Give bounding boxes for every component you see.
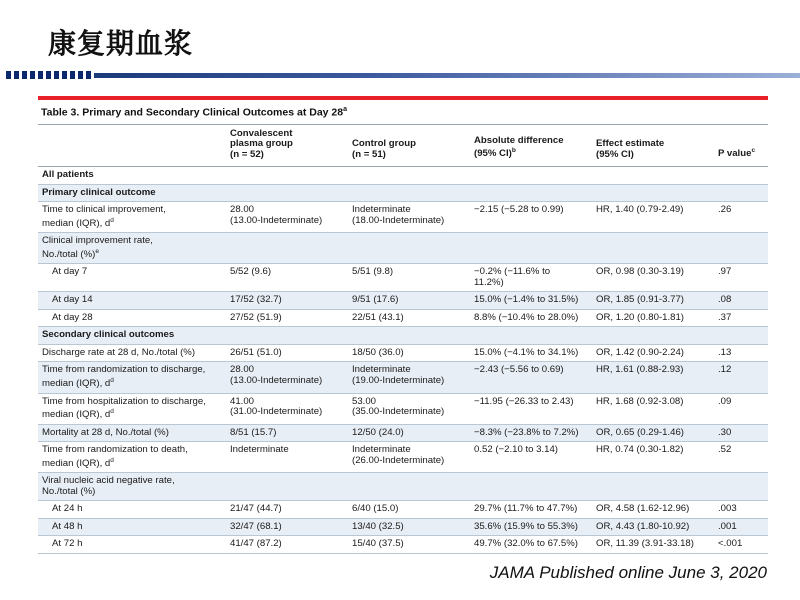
cell-text-line: (13.00-Indeterminate): [230, 374, 323, 386]
cell-text-line: (26.00-Indeterminate): [352, 454, 445, 466]
table-row: [38, 473, 768, 501]
cell-text-line: At day 7: [52, 266, 88, 278]
table-cell: [226, 309, 348, 327]
table-cell: [470, 393, 592, 424]
cell-text-line: <.001: [718, 538, 743, 550]
cell-text-line: .09: [718, 395, 732, 407]
cell-text-line: 8.8% (−10.4% to 28.0%): [474, 311, 579, 323]
table-row: [38, 501, 768, 519]
cell-text-line: 15.0% (−1.4% to 31.5%): [474, 294, 579, 306]
table-cell: [714, 536, 768, 554]
cell-text-line: HR, 1.61 (0.88-2.93): [596, 364, 684, 376]
cell-text-line: HR, 1.40 (0.79-2.49): [596, 204, 684, 215]
cell-text-line: 41/47 (87.2): [230, 538, 282, 550]
cell-text-line: −11.95 (−26.33 to 2.43): [474, 395, 574, 407]
table-cell: [38, 518, 226, 536]
cell-text-line: .26: [718, 204, 732, 215]
cell-text-line: Discharge rate at 28 d, No./total (%): [42, 346, 196, 358]
cell-text-line: Viral nucleic acid negative rate,: [42, 475, 175, 487]
table-cell: [348, 327, 470, 345]
cell-text-line: HR, 1.68 (0.92-3.08): [596, 395, 684, 407]
table-cell: [470, 518, 592, 536]
table-cell: [592, 442, 714, 473]
cell-text-line: 11.2%): [474, 276, 504, 288]
cell-text-line: plasma group: [230, 138, 293, 149]
table-cell: [226, 344, 348, 362]
table-cell: [470, 292, 592, 310]
table-row: [38, 309, 768, 327]
cell-text-line: .003: [718, 503, 737, 515]
table-row: [38, 393, 768, 424]
cell-text-line: OR, 4.43 (1.80-10.92): [596, 520, 690, 532]
cell-text-line: 9/51 (17.6): [352, 294, 399, 306]
cell-text-line: 15.0% (−4.1% to 34.1%): [474, 346, 579, 358]
cell-text-line: (95% CI): [474, 148, 512, 160]
table-cell: [348, 518, 470, 536]
table-row: [38, 264, 768, 292]
cell-text-line: OR, 4.58 (1.62-12.96): [596, 503, 690, 515]
table-cell: [348, 501, 470, 519]
cell-footnote-mark: d: [110, 408, 114, 416]
cell-text-line: (n = 52): [230, 148, 264, 160]
cell-text-line: Absolute difference: [474, 134, 564, 146]
cell-text-line: Effect estimate: [596, 138, 665, 149]
cell-text-line: (n = 51): [352, 148, 386, 160]
cell-text-line: (35.00-Indeterminate): [352, 406, 445, 418]
table-row: [38, 233, 768, 264]
table-cell: [226, 184, 348, 202]
header-control-group: [348, 124, 470, 167]
cell-text-line: Clinical improvement rate,: [42, 235, 153, 247]
table-cell: [592, 344, 714, 362]
table-cell: [592, 424, 714, 442]
table-cell: [714, 292, 768, 310]
outcomes-table: [38, 124, 768, 554]
table-cell: [38, 202, 226, 233]
table-cell: [592, 536, 714, 554]
cell-text-line: median (IQR), d: [42, 378, 111, 390]
cell-text-line: Time from randomization to discharge,: [42, 364, 206, 376]
cell-text-line: Time from hospitalization to discharge,: [42, 395, 206, 407]
table-cell: [714, 518, 768, 536]
table-cell: [470, 309, 592, 327]
table-cell: [592, 233, 714, 264]
table-cell: [348, 184, 470, 202]
cell-text-line: 28.00: [230, 204, 255, 215]
divider-line: [94, 73, 800, 78]
table-cell: [714, 362, 768, 393]
table-cell: [714, 344, 768, 362]
cell-text-line: median (IQR), d: [42, 409, 111, 421]
table-cell: [714, 309, 768, 327]
cell-text-line: 21/47 (44.7): [230, 503, 282, 515]
table-cell: [38, 167, 226, 185]
cell-text-line: .13: [718, 346, 732, 358]
table-cell: [592, 518, 714, 536]
table-cell: [592, 327, 714, 345]
cell-text-line: −2.43 (−5.56 to 0.69): [474, 364, 564, 376]
cell-footnote-mark: d: [110, 216, 114, 224]
table-cell: [348, 309, 470, 327]
cell-text-line: .001: [718, 520, 737, 532]
table-cell: [38, 233, 226, 264]
cell-text-line: Indeterminate: [352, 444, 411, 456]
cell-text-line: 5/52 (9.6): [230, 266, 272, 278]
table-cell: [348, 473, 470, 501]
table-row: [38, 202, 768, 233]
table-cell: [38, 424, 226, 442]
table-caption: [38, 100, 768, 124]
table-row: [38, 424, 768, 442]
cell-text-line: OR, 1.20 (0.80-1.81): [596, 311, 684, 323]
cell-text-line: median (IQR), d: [42, 217, 111, 229]
divider-dots: [0, 71, 91, 79]
slide-title: 康复期血浆: [48, 27, 194, 60]
cell-text-line: OR, 0.65 (0.29-1.46): [596, 426, 684, 438]
table-cell: [592, 292, 714, 310]
table-cell: [226, 424, 348, 442]
table-cell: [38, 501, 226, 519]
table-cell: [38, 442, 226, 473]
header-absolute-difference: [470, 124, 592, 167]
table-section-row: [38, 327, 768, 345]
table-cell: [592, 184, 714, 202]
table-cell: [714, 233, 768, 264]
cell-text-line: 17/52 (32.7): [230, 294, 282, 306]
cell-text-line: .12: [718, 364, 732, 376]
table-cell: [470, 233, 592, 264]
table-cell: [714, 264, 768, 292]
table-cell: [38, 292, 226, 310]
table-cell: [714, 184, 768, 202]
table-row: [38, 362, 768, 393]
table-cell: [592, 473, 714, 501]
cell-footnote-mark: c: [751, 147, 756, 155]
table-cell: [470, 344, 592, 362]
table-cell: [38, 264, 226, 292]
cell-text-line: Primary clinical outcome: [42, 186, 156, 198]
table-cell: [348, 424, 470, 442]
cell-text-line: −8.3% (−23.8% to 7.2%): [474, 426, 579, 438]
cell-text-line: At day 28: [52, 311, 93, 323]
table-cell: [38, 473, 226, 501]
table-cell: [226, 362, 348, 393]
table-cell: [226, 501, 348, 519]
cell-text-line: 5/51 (9.8): [352, 266, 394, 278]
cell-text-line: At 72 h: [52, 538, 83, 550]
cell-text-line: 6/40 (15.0): [352, 503, 399, 515]
cell-text-line: At 24 h: [52, 503, 83, 515]
table-cell: [470, 167, 592, 185]
table-cell: [592, 167, 714, 185]
cell-text-line: 15/40 (37.5): [352, 538, 404, 550]
table-cell: [714, 327, 768, 345]
table-cell: [714, 473, 768, 501]
cell-text-line: (95% CI): [596, 148, 634, 160]
cell-text-line: 27/52 (51.9): [230, 311, 282, 323]
table-row: [38, 292, 768, 310]
table-caption-text: Table 3. Primary and Secondary Clinical Outcomes at Day 28: [41, 106, 344, 119]
cell-text-line: .08: [718, 294, 732, 306]
table-cell: [226, 536, 348, 554]
header-plasma-group: [226, 124, 348, 167]
table-cell: [592, 264, 714, 292]
header-p-value: [714, 124, 768, 167]
cell-text-line: .37: [718, 311, 732, 323]
table-cell: [592, 202, 714, 233]
table-cell: [470, 536, 592, 554]
table-cell: [348, 344, 470, 362]
cell-text-line: 32/47 (68.1): [230, 520, 282, 532]
table-cell: [226, 518, 348, 536]
cell-text-line: Mortality at 28 d, No./total (%): [42, 426, 169, 438]
cell-text-line: Control group: [352, 138, 416, 149]
header-outcome: [38, 124, 226, 167]
table-cell: [714, 501, 768, 519]
cell-text-line: .97: [718, 266, 732, 278]
cell-text-line: 8/51 (15.7): [230, 426, 277, 438]
table-cell: [226, 167, 348, 185]
cell-text-line: median (IQR), d: [42, 457, 111, 469]
cell-text-line: 12/50 (24.0): [352, 426, 404, 438]
table-row: [38, 442, 768, 473]
table-header-row: [38, 124, 768, 167]
table-cell: [348, 362, 470, 393]
header-effect-estimate: [592, 124, 714, 167]
table-caption-sup: a: [343, 106, 347, 113]
cell-text-line: .30: [718, 426, 732, 438]
table-cell: [470, 184, 592, 202]
source-citation: JAMA Published online June 3, 2020: [489, 563, 767, 582]
cell-text-line: Indeterminate: [230, 444, 289, 456]
table-cell: [226, 442, 348, 473]
table-cell: [38, 327, 226, 345]
cell-text-line: Time from randomization to death,: [42, 444, 188, 456]
cell-text-line: No./total (%): [42, 248, 96, 260]
cell-text-line: All patients: [42, 169, 94, 180]
cell-text-line: 53.00: [352, 395, 377, 407]
table-cell: [714, 167, 768, 185]
table-cell: [714, 202, 768, 233]
cell-text-line: No./total (%): [42, 485, 96, 497]
table-cell: [592, 501, 714, 519]
cell-text-line: 49.7% (32.0% to 67.5%): [474, 538, 578, 550]
cell-text-line: Indeterminate: [352, 364, 411, 376]
table-cell: [470, 442, 592, 473]
table-cell: [226, 233, 348, 264]
table-cell: [592, 362, 714, 393]
cell-text-line: (31.00-Indeterminate): [230, 406, 323, 418]
table-cell: [470, 424, 592, 442]
table-cell: [348, 202, 470, 233]
table-cell: [38, 344, 226, 362]
table-cell: [714, 424, 768, 442]
cell-text-line: OR, 0.98 (0.30-3.19): [596, 266, 684, 278]
table-cell: [470, 202, 592, 233]
cell-text-line: OR, 1.42 (0.90-2.24): [596, 346, 684, 358]
cell-text-line: 18/50 (36.0): [352, 346, 404, 358]
table-cell: [470, 501, 592, 519]
cell-text-line: OR, 1.85 (0.91-3.77): [596, 294, 684, 306]
table-row: [38, 344, 768, 362]
cell-text-line: −0.2% (−11.6% to: [474, 266, 551, 278]
cell-text-line: 28.00: [230, 364, 255, 376]
cell-text-line: (13.00-Indeterminate): [230, 214, 323, 226]
cell-text-line: 26/51 (51.0): [230, 346, 282, 358]
table-cell: [348, 393, 470, 424]
cell-footnote-mark: e: [95, 247, 99, 255]
cell-text-line: Time to clinical improvement,: [42, 204, 166, 215]
table-cell: [348, 233, 470, 264]
table-cell: [348, 167, 470, 185]
cell-text-line: OR, 11.39 (3.91-33.18): [596, 538, 694, 550]
cell-text-line: (18.00-Indeterminate): [352, 214, 445, 226]
cell-text-line: −2.15 (−5.28 to 0.99): [474, 204, 564, 215]
table-section-row: [38, 167, 768, 185]
table-cell: [226, 393, 348, 424]
table-cell: [38, 184, 226, 202]
table-cell: [38, 362, 226, 393]
table-cell: [38, 536, 226, 554]
table-cell: [348, 292, 470, 310]
title-divider-bar: [0, 71, 800, 79]
cell-text-line: 41.00: [230, 395, 255, 407]
table-cell: [38, 309, 226, 327]
table-cell: [470, 473, 592, 501]
cell-text-line: Convalescent: [230, 127, 293, 139]
table-cell: [348, 536, 470, 554]
cell-text-line: At day 14: [52, 294, 93, 306]
table-cell: [592, 309, 714, 327]
table-row: [38, 536, 768, 554]
table-cell: [226, 202, 348, 233]
cell-footnote-mark: d: [110, 376, 114, 384]
table-cell: [470, 327, 592, 345]
table-cell: [348, 442, 470, 473]
cell-footnote-mark: d: [110, 456, 114, 464]
table-cell: [714, 393, 768, 424]
table-cell: [226, 473, 348, 501]
table-cell: [592, 393, 714, 424]
table-cell: [348, 264, 470, 292]
table-row: [38, 518, 768, 536]
outcomes-table-card: [38, 96, 768, 552]
cell-text-line: 13/40 (32.5): [352, 520, 404, 532]
table-cell: [714, 442, 768, 473]
cell-text-line: Secondary clinical outcomes: [42, 329, 175, 341]
cell-text-line: At 48 h: [52, 520, 83, 532]
cell-text-line: Indeterminate: [352, 204, 411, 215]
table-cell: [470, 362, 592, 393]
cell-footnote-mark: b: [511, 147, 516, 155]
cell-text-line: 22/51 (43.1): [352, 311, 404, 323]
table-cell: [226, 327, 348, 345]
table-cell: [470, 264, 592, 292]
table-body: [38, 167, 768, 554]
cell-text-line: (19.00-Indeterminate): [352, 374, 445, 386]
table-cell: [226, 292, 348, 310]
table-cell: [226, 264, 348, 292]
table-cell: [38, 393, 226, 424]
cell-text-line: HR, 0.74 (0.30-1.82): [596, 444, 684, 456]
cell-text-line: 35.6% (15.9% to 55.3%): [474, 520, 578, 532]
cell-text-line: .52: [718, 444, 732, 456]
cell-text-line: 29.7% (11.7% to 47.7%): [474, 503, 578, 515]
cell-text-line: 0.52 (−2.10 to 3.14): [474, 444, 559, 456]
cell-text-line: P value: [718, 148, 752, 160]
table-section-row: [38, 184, 768, 202]
